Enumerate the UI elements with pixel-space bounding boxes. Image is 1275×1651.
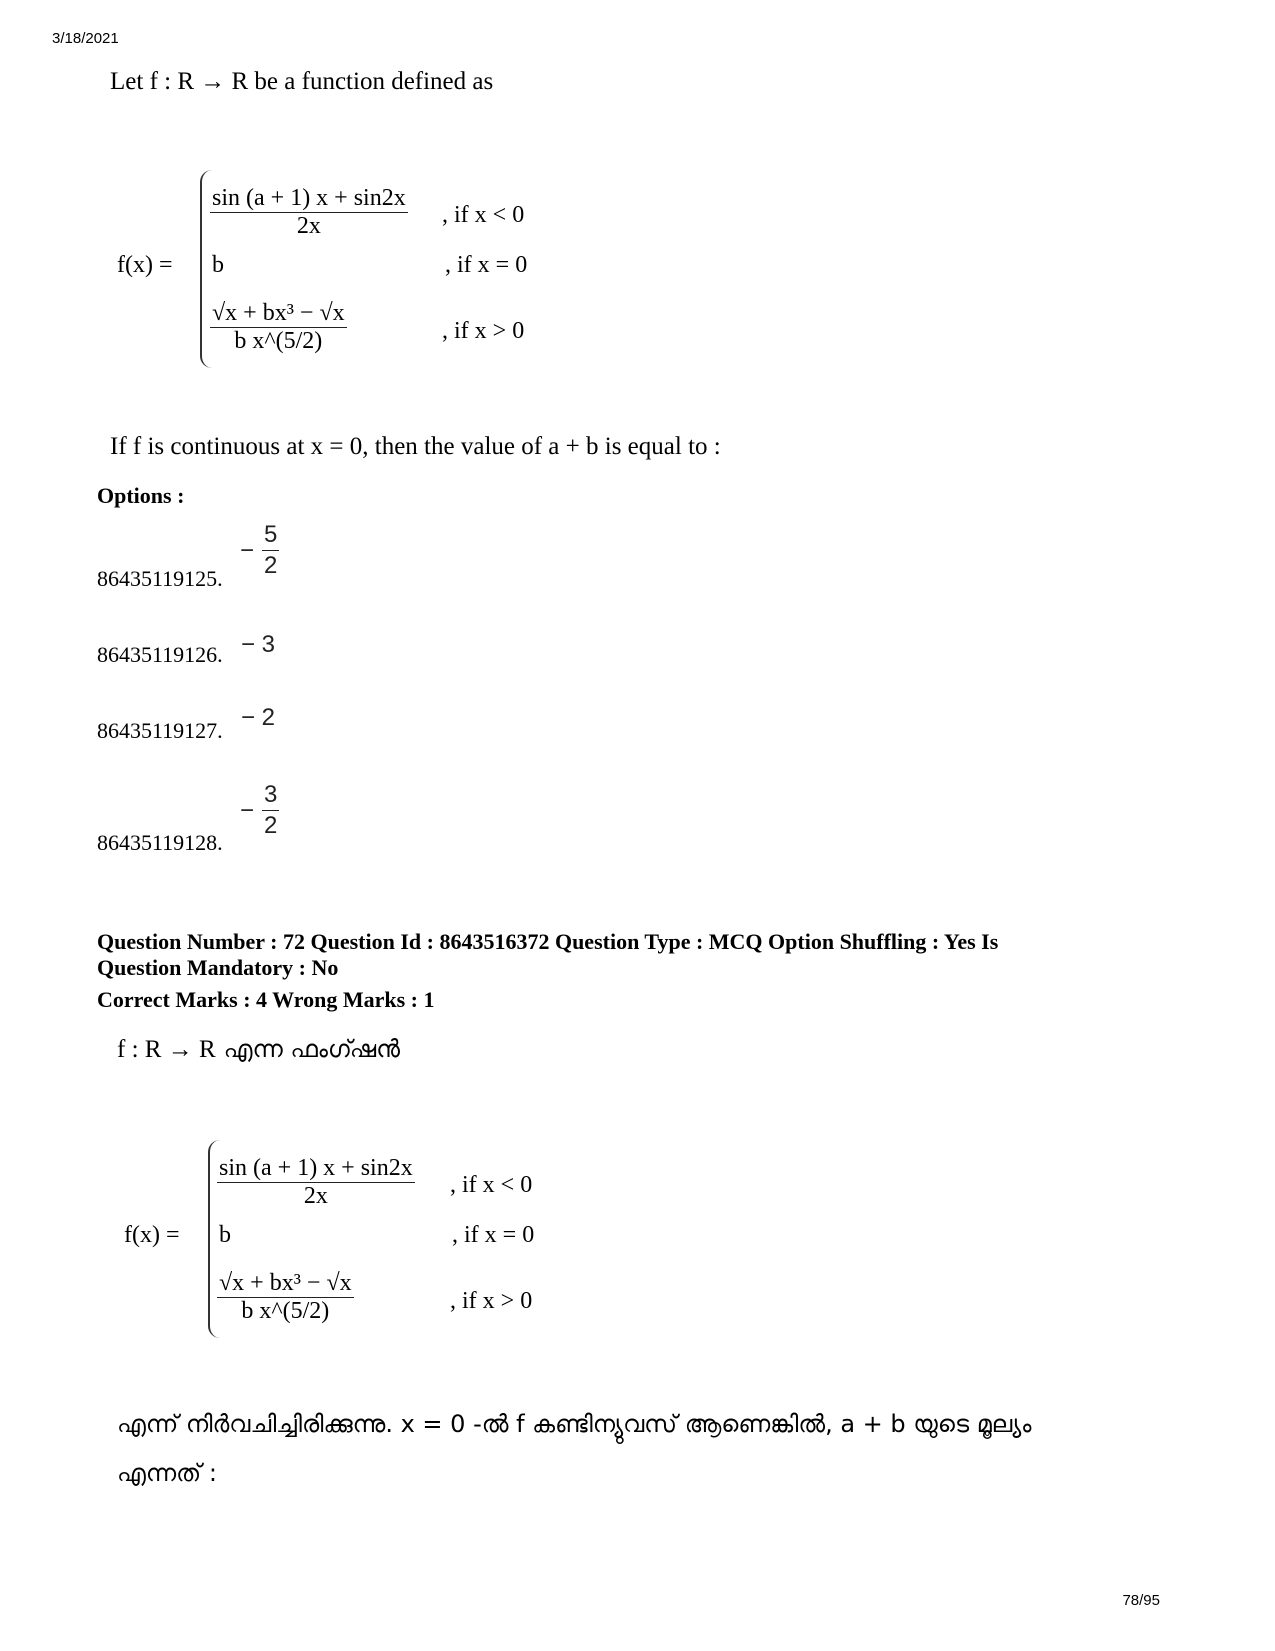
q72-stem-line1: എന്ന് നിർവചിച്ചിരിക്കുന്നു. x = 0 -ൽ f കണ്ടിന്യുവസ് ആണെങ്കിൽ, a + b യുടെ മൂല്യം [117, 1410, 1032, 1438]
q71-piece3-fraction [210, 300, 347, 355]
q72-piece3-denominator: b x^(5/2) [241, 1298, 330, 1324]
option-1-id: 86435119125. [97, 566, 223, 591]
q71-piece3-numerator: √x + bx³ − √x [212, 300, 345, 326]
q72-piece3-numerator: √x + bx³ − √x [219, 1270, 352, 1296]
q72-piece1-fraction [217, 1155, 415, 1210]
option-1-sign: − [240, 536, 255, 564]
q72-piece2-condition: , if x = 0 [452, 1222, 535, 1248]
q72-piece1-condition: , if x < 0 [450, 1172, 533, 1198]
q71-piece1-denominator: 2x [296, 213, 321, 239]
q71-piece1-numerator: sin (a + 1) x + sin2x [212, 185, 406, 211]
q72-meta-line2: Question Mandatory : No [97, 955, 339, 980]
q71-stem: If f is continuous at x = 0, then the value of a + b is equal to : [110, 433, 721, 460]
q72-piece1-denominator: 2x [303, 1183, 328, 1209]
option-4-id: 86435119128. [97, 830, 223, 855]
q71-piece3-denominator: b x^(5/2) [234, 328, 323, 354]
option-1-numerator: 5 [262, 520, 279, 551]
option-4-denominator: 2 [264, 812, 278, 839]
print-date: 3/18/2021 [52, 30, 119, 47]
q72-stem-line2: എന്നത് : [117, 1459, 217, 1487]
option-2-id: 86435119126. [97, 642, 223, 667]
q72-piece3-fraction [217, 1270, 354, 1325]
q72-intro-math: f : R → R [117, 1036, 216, 1063]
q72-piece2-value: b [219, 1222, 231, 1248]
option-4-numerator: 3 [262, 780, 279, 811]
option-3-value[interactable]: − 2 [241, 704, 276, 731]
q71-piece2-value: b [212, 252, 224, 278]
q72-meta-line1: Question Number : 72 Question Id : 8643516372 Question Type : MCQ Option Shuffling : Yes Is [97, 929, 999, 954]
q71-piece3-condition: , if x > 0 [442, 318, 525, 344]
q72-piece3-condition: , if x > 0 [450, 1288, 533, 1314]
option-1-fraction [262, 520, 279, 581]
option-3-id: 86435119127. [97, 718, 223, 743]
q72-fx-label: f(x) = [124, 1222, 180, 1248]
option-1-denominator: 2 [264, 552, 278, 579]
q71-fx-label: f(x) = [117, 252, 173, 278]
q72-intro-malayalam: എന്ന ഫംഗ്ഷൻ [223, 1035, 400, 1063]
q71-piece1-fraction [210, 185, 408, 240]
q71-piece1-condition: , if x < 0 [442, 202, 525, 228]
q72-marks: Correct Marks : 4 Wrong Marks : 1 [97, 987, 435, 1012]
option-4-value[interactable] [240, 780, 279, 841]
q71-piece2-condition: , if x = 0 [445, 252, 528, 278]
page-number: 78/95 [1122, 1592, 1160, 1609]
option-2-value[interactable]: − 3 [241, 631, 276, 658]
q71-intro: Let f : R → R be a function defined as [110, 68, 494, 95]
option-4-sign: − [240, 796, 255, 824]
q72-intro [117, 1035, 400, 1064]
option-4-fraction [262, 780, 279, 841]
q72-piece1-numerator: sin (a + 1) x + sin2x [219, 1155, 413, 1181]
option-1-value[interactable] [240, 520, 279, 581]
options-label: Options : [97, 483, 185, 508]
